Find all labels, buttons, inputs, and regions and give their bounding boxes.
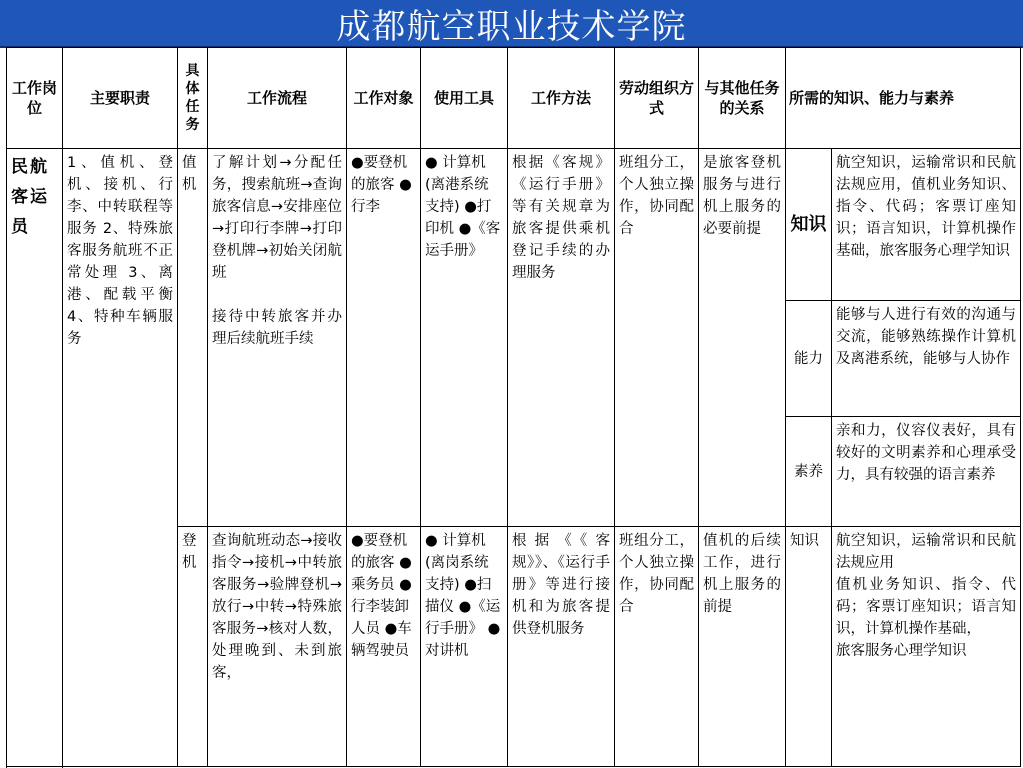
header-row	[7, 48, 1021, 149]
req-quality-checkin: 亲和力，仪容仪表好，具有较好的文明素养和心理承受力，具有较强的语言素养	[832, 417, 1021, 527]
task-boarding: 登机	[178, 527, 208, 767]
title-banner	[0, 0, 1023, 48]
process-checkin	[208, 149, 347, 527]
process-checkin-main: 了解计划→分配任务，搜索航班→查询旅客信息→安排座位→打印行李牌→打印登机牌→初始关闭航班	[212, 155, 342, 281]
tools-checkin: ● 计算机(离港系统支持) ●打印机 ●《客运手册》	[421, 149, 508, 527]
relation-checkin: 是旅客登机服务与进行机上服务的必要前提	[699, 149, 786, 527]
header-relation: 与其他任务的关系	[699, 48, 786, 149]
header-requirements: 所需的知识、能力与素养	[786, 48, 1021, 149]
process-checkin-transfer: 接待中转旅客并办理后续航班手续	[212, 309, 342, 347]
req-knowledge-boarding-a: 航空知识，运输常识和民航法规应用	[836, 533, 1017, 571]
req-knowledge-label-checkin: 知识	[786, 149, 832, 301]
task-checkin: 值机	[178, 149, 208, 527]
relation-boarding: 值机的后续工作，进行机上服务的前提	[699, 527, 786, 767]
object-checkin: ●要登机的旅客 ● 行李	[347, 149, 421, 527]
object-boarding: ●要登机的旅客 ●乘务员 ●行李装卸人员 ●车辆驾驶员	[347, 527, 421, 767]
header-position: 工作岗位	[7, 48, 63, 149]
req-knowledge-boarding	[832, 527, 1021, 767]
task-row-checkin-knowledge	[7, 149, 1021, 301]
org-boarding: 班组分工，个人独立操作，协同配合	[615, 527, 699, 767]
task-analysis-sheet	[6, 47, 1020, 768]
tools-boarding: ● 计算机(离岗系统支持) ●扫描仪 ●《运行手册》 ●对讲机	[421, 527, 508, 767]
method-checkin: 根据《客规》《运行手册》等有关规章为旅客提供乘机登记手续的办理服务	[508, 149, 615, 527]
method-boarding: 根据《《客规》》、《运行手册》等进行接机和为旅客提供登机服务	[508, 527, 615, 767]
req-knowledge-checkin: 航空知识，运输常识和民航法规应用，值机业务知识、指令、代码；客票订座知识；语言知识，计算机操作基础，旅客服务心理学知识	[832, 149, 1021, 301]
header-duties: 主要职责	[63, 48, 178, 149]
page-title: 成都航空职业技术学院	[336, 6, 687, 47]
req-ability-label-checkin: 能力	[786, 301, 832, 417]
header-object: 工作对象	[347, 48, 421, 149]
req-ability-checkin: 能够与人进行有效的沟通与交流，能够熟练操作计算机及离港系统，能够与人协作	[832, 301, 1021, 417]
req-knowledge-boarding-c: 旅客服务心理学知识	[836, 643, 967, 659]
header-task: 具体任务	[178, 48, 208, 149]
header-process: 工作流程	[208, 48, 347, 149]
process-boarding: 查询航班动态→接收指令→接机→中转旅客服务→验牌登机→放行→中转→特殊旅客服务→核对人数，处理晚到、未到旅客，	[208, 527, 347, 767]
header-tools: 使用工具	[421, 48, 508, 149]
req-quality-label-checkin: 素养	[786, 417, 832, 527]
position-cell: 民航客运员	[7, 149, 63, 767]
duties-cell: 1、值机、登机、接机、行李、中转联程等服务 2、特殊旅客服务航班不正常处理 3、离港、配载平衡 4、特种车辆服务	[63, 149, 178, 767]
header-method: 工作方法	[508, 48, 615, 149]
header-org: 劳动组织方式	[615, 48, 699, 149]
org-checkin: 班组分工，个人独立操作，协同配合	[615, 149, 699, 527]
req-knowledge-boarding-b: 值机业务知识、指令、代码；客票订座知识；语言知识，计算机操作基础，	[836, 577, 1017, 637]
req-knowledge-label-boarding: 知识	[786, 527, 832, 767]
task-analysis-table	[6, 47, 1021, 767]
